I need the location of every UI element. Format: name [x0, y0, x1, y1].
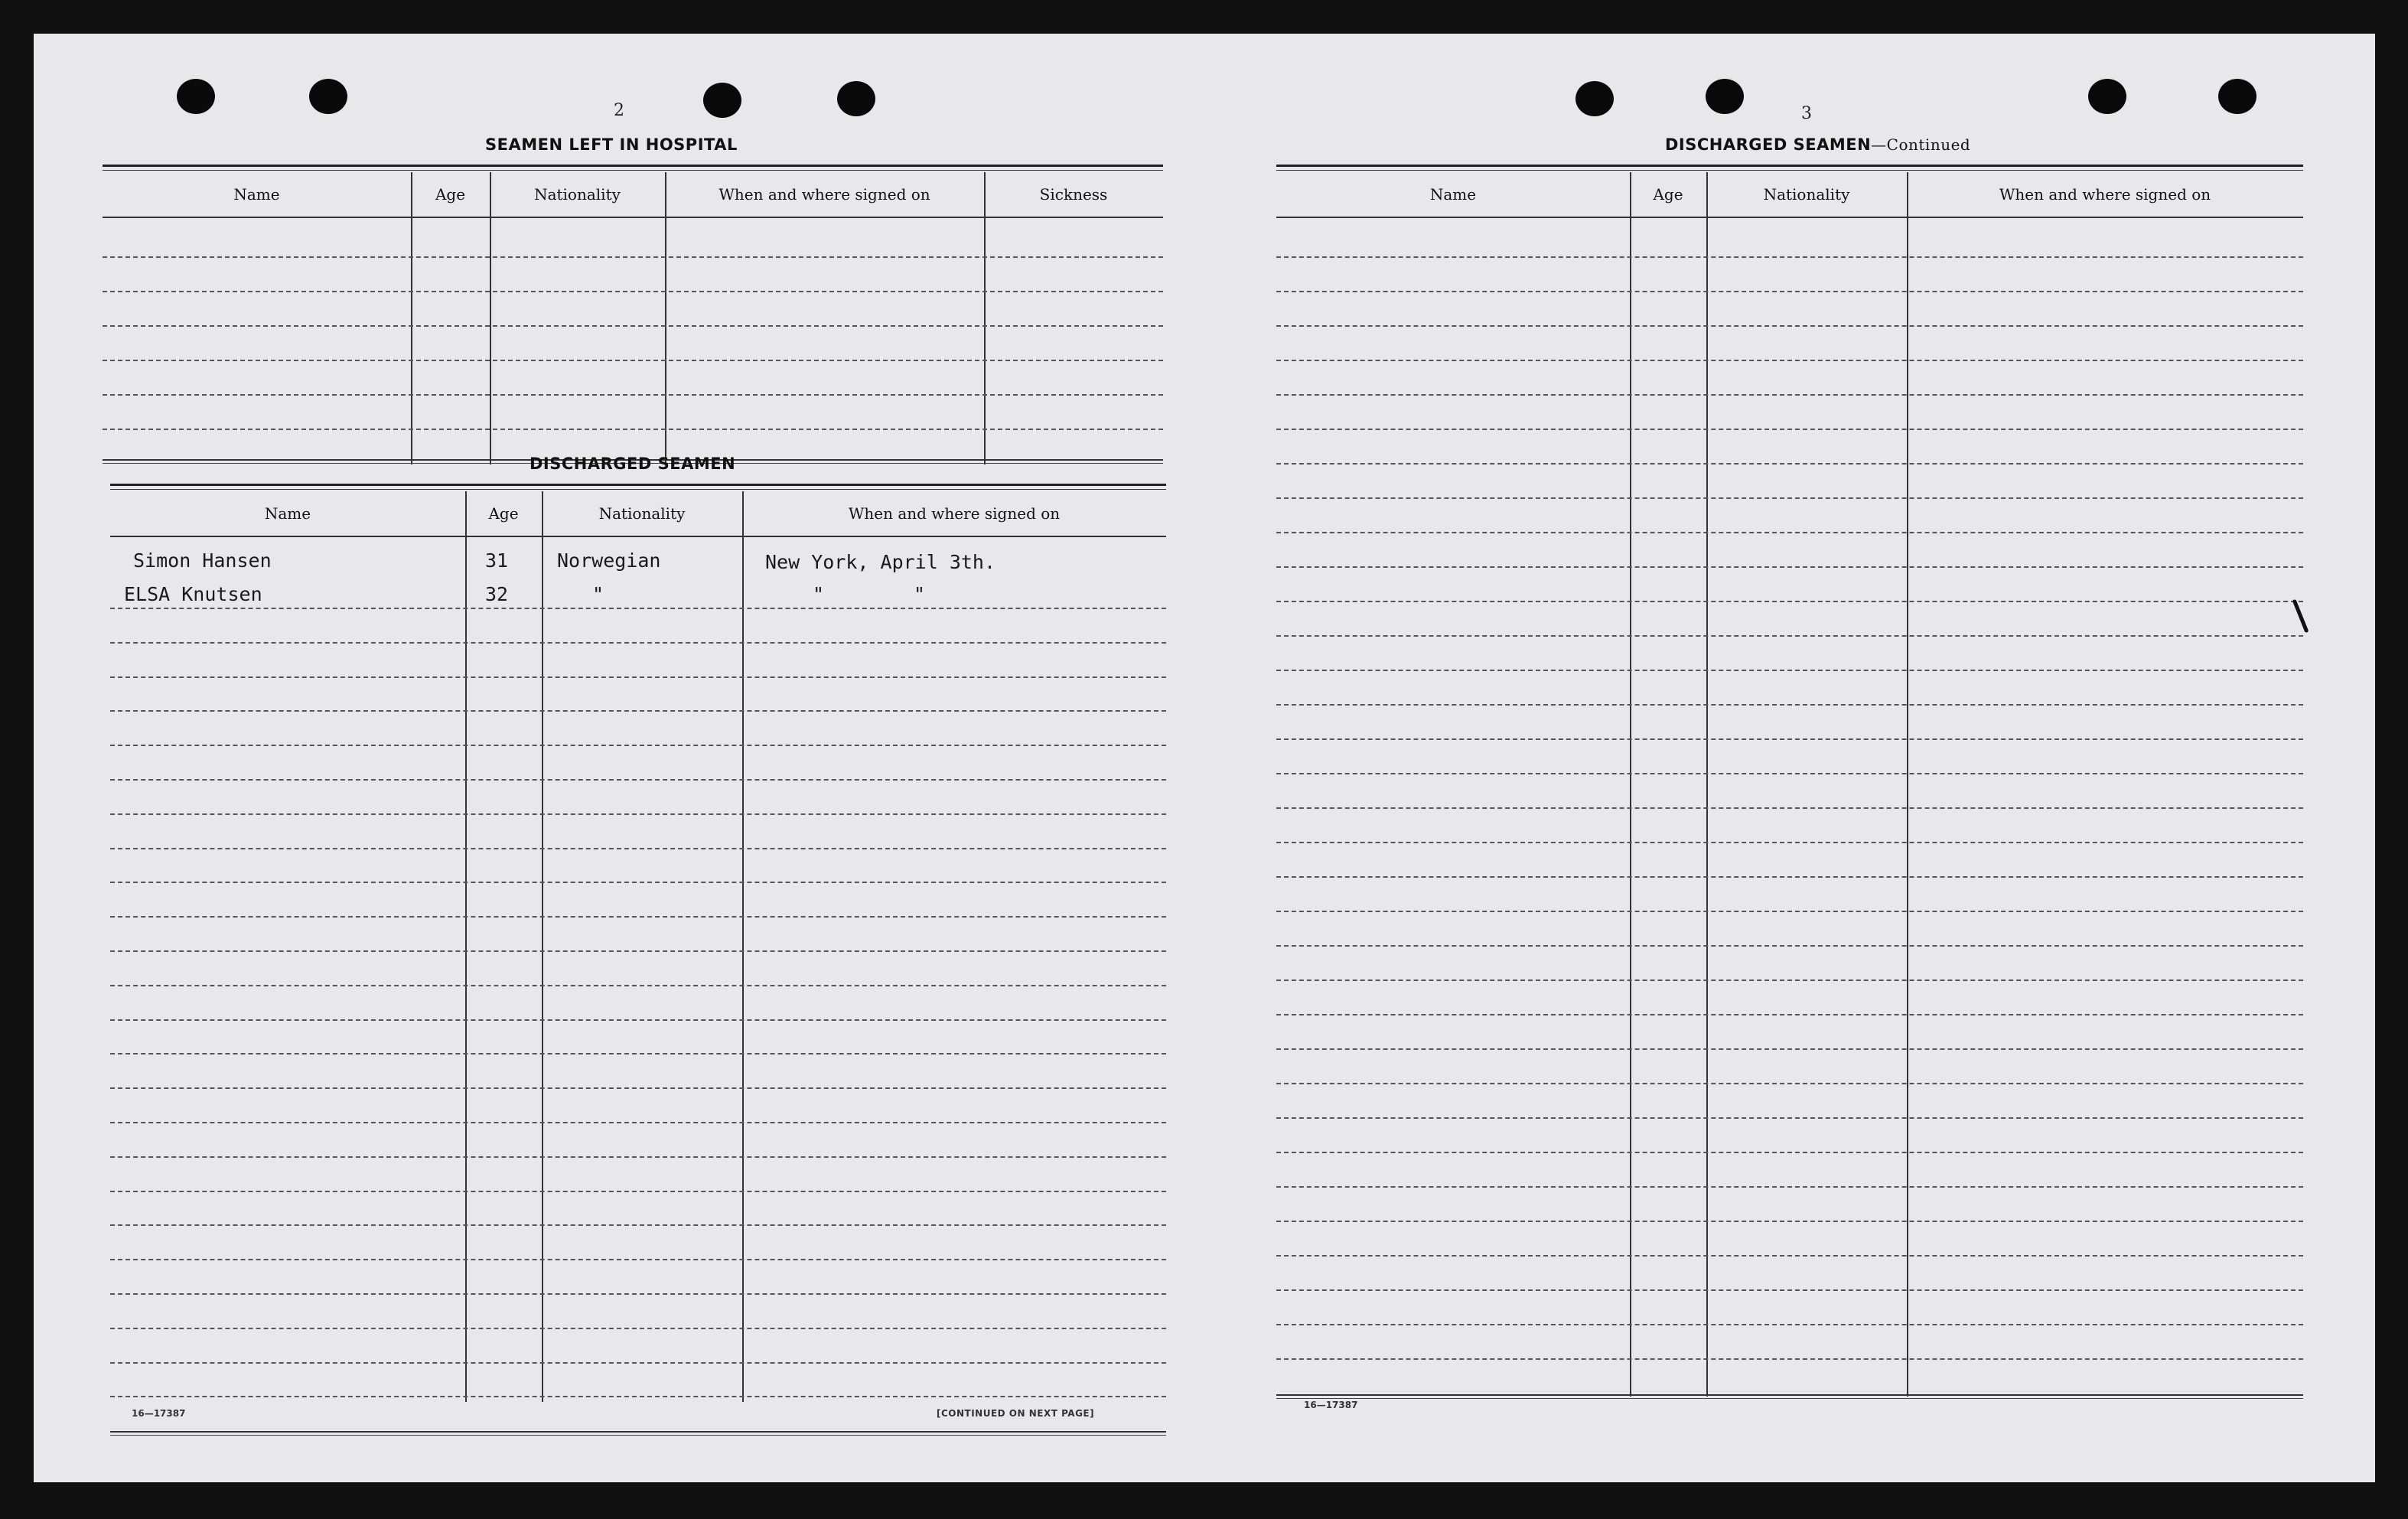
ruled-line: [110, 745, 1166, 746]
ruled-line: [1276, 394, 2303, 396]
ruled-line: [110, 916, 1166, 918]
col-header-age: Age: [1653, 185, 1683, 204]
ruled-line: [103, 325, 1163, 327]
column-divider: [490, 172, 491, 465]
table-bottom-rule: [1276, 1394, 2303, 1399]
col-header-age: Age: [488, 504, 519, 523]
discharged-continued-table: [1276, 165, 2303, 1420]
ruled-line: [110, 779, 1166, 781]
ruled-line: [110, 1191, 1166, 1192]
ruled-line: [1276, 945, 2303, 947]
ruled-line: [110, 848, 1166, 849]
seaman-name: ELSA Knutsen: [124, 583, 262, 605]
table-top-rule: [110, 484, 1166, 490]
page-number: 2: [614, 101, 624, 120]
column-divider: [742, 491, 744, 1402]
ruled-line: [110, 882, 1166, 883]
ruled-line: [1276, 291, 2303, 292]
table-header: [110, 491, 1166, 537]
title-main: DISCHARGED SEAMEN: [1665, 135, 1872, 154]
column-divider: [665, 172, 666, 465]
ruled-line: [103, 360, 1163, 361]
seaman-name: Simon Hansen: [133, 549, 272, 572]
col-header-signed-on: When and where signed on: [1999, 185, 2211, 204]
ruled-line: [1276, 635, 2303, 637]
ruled-line: [1276, 1289, 2303, 1291]
ruled-line: [1276, 1117, 2303, 1119]
table-header: [103, 172, 1163, 218]
ruled-line: [1276, 532, 2303, 533]
ruled-line: [1276, 1255, 2303, 1257]
ruled-line: [1276, 876, 2303, 878]
seaman-age: 32: [485, 583, 509, 605]
ruled-line: [110, 1293, 1166, 1295]
table-top-rule: [103, 165, 1163, 171]
column-divider: [465, 491, 467, 1402]
ruled-line: [110, 676, 1166, 678]
hospital-table: [103, 165, 1163, 468]
discharged-continued-title: [1665, 135, 1970, 154]
table-bottom-rule: [110, 1431, 1166, 1436]
ruled-line: [1276, 256, 2303, 258]
hospital-section-title: SEAMEN LEFT IN HOSPITAL: [485, 135, 738, 154]
ruled-line: [1276, 601, 2303, 602]
right-page: [1204, 34, 2375, 1482]
ruled-line: [110, 1362, 1166, 1364]
seaman-signed-on: ": [813, 583, 825, 605]
discharged-section-title: DISCHARGED SEAMEN: [529, 455, 736, 473]
ruled-line: [110, 950, 1166, 952]
col-header-name: Name: [1429, 185, 1477, 204]
continued-note: [CONTINUED ON NEXT PAGE]: [937, 1408, 1095, 1419]
table-row: [110, 546, 1166, 580]
ruled-line: [1276, 842, 2303, 843]
column-divider: [542, 491, 543, 1402]
ruled-line: [1276, 497, 2303, 499]
column-divider: [1706, 172, 1708, 1397]
ruled-line: [1276, 1014, 2303, 1015]
ruled-line: [1276, 807, 2303, 809]
ruled-line: [110, 985, 1166, 986]
ruled-line: [1276, 360, 2303, 361]
col-header-age: Age: [435, 185, 466, 204]
seaman-nationality: ": [592, 583, 604, 605]
left-page: [34, 34, 1204, 1482]
discharged-table: [110, 484, 1166, 1448]
ruled-line: [1276, 773, 2303, 774]
ruled-line: [1276, 1083, 2303, 1084]
ruled-line: [110, 1328, 1166, 1329]
ruled-line: [1276, 463, 2303, 465]
column-divider: [984, 172, 986, 465]
ruled-line: [1276, 429, 2303, 430]
ruled-line: [1276, 1152, 2303, 1153]
ruled-line: [1276, 1186, 2303, 1188]
col-header-signed-on: When and where signed on: [848, 504, 1061, 523]
seaman-signed-on: New York, April 3th.: [765, 551, 996, 573]
title-suffix: —Continued: [1871, 135, 1971, 154]
ruled-line: [1276, 566, 2303, 568]
col-header-nationality: Nationality: [1763, 185, 1850, 204]
col-header-signed-on: When and where signed on: [718, 185, 930, 204]
col-header-name: Name: [264, 504, 311, 523]
ruled-line: [1276, 1358, 2303, 1360]
ruled-line: [110, 1259, 1166, 1260]
form-number: 16—17387: [132, 1408, 186, 1419]
ruled-line: [110, 710, 1166, 712]
page-number: 3: [1801, 104, 1812, 123]
ruled-line: [110, 1122, 1166, 1123]
ruled-line: [103, 394, 1163, 396]
ruled-line: [110, 813, 1166, 815]
col-header-nationality: Nationality: [534, 185, 621, 204]
ruled-line: [110, 1224, 1166, 1226]
ruled-line: [1276, 911, 2303, 912]
column-divider: [1907, 172, 1908, 1397]
ruled-line: [1276, 1048, 2303, 1050]
col-header-name: Name: [233, 185, 280, 204]
column-divider: [411, 172, 412, 465]
ruled-line: [110, 1396, 1166, 1397]
ruled-line: [110, 1087, 1166, 1089]
ruled-line: [1276, 738, 2303, 740]
ruled-line: [103, 291, 1163, 292]
ruled-line: [103, 256, 1163, 258]
seaman-age: 31: [485, 549, 509, 572]
col-header-sickness: Sickness: [1039, 185, 1108, 204]
ruled-line: [110, 1156, 1166, 1158]
ruled-line: [1276, 1324, 2303, 1325]
col-header-nationality: Nationality: [598, 504, 686, 523]
ruled-line: [110, 1019, 1166, 1021]
ruled-line: [1276, 1221, 2303, 1222]
table-top-rule: [1276, 165, 2303, 171]
seaman-signed-on-ditto: ": [914, 583, 926, 605]
table-header: [1276, 172, 2303, 218]
record-sheet: [34, 34, 2375, 1482]
form-number: 16—17387: [1304, 1400, 1358, 1410]
ruled-line: [1276, 670, 2303, 671]
ruled-line: [110, 1053, 1166, 1054]
ruled-line: [110, 642, 1166, 644]
ruled-line: [1276, 980, 2303, 981]
seaman-nationality: Norwegian: [557, 549, 661, 572]
ruled-line: [110, 608, 1166, 609]
ruled-line: [1276, 704, 2303, 706]
column-divider: [1630, 172, 1631, 1397]
ruled-line: [103, 429, 1163, 430]
ruled-line: [1276, 325, 2303, 327]
